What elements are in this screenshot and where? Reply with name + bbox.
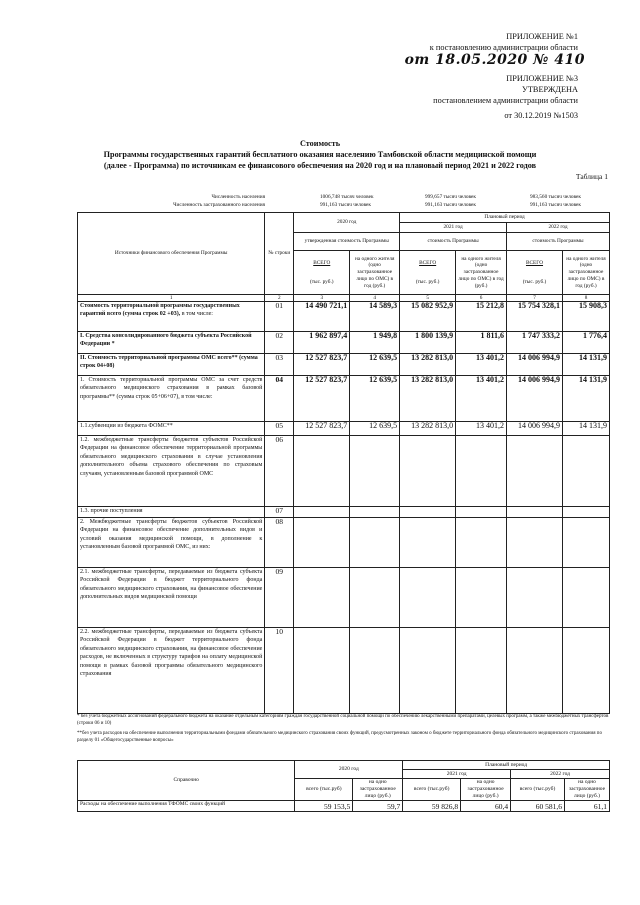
cell-value <box>562 568 609 628</box>
header-cost-2021: стоимость Программы <box>400 233 507 251</box>
header-unit-label: (тыс. руб.) <box>522 278 547 285</box>
header-per-capita-2022: на одного жителя (одно застрахованное лицо по ОМС) в год (руб.) <box>562 251 609 295</box>
ref-header-total: всего (тыс.руб) <box>295 779 353 801</box>
cell-value: 14 006 994,9 <box>507 422 563 436</box>
cell-value <box>400 507 456 518</box>
cell-value <box>562 628 609 714</box>
cell-value: 12 527 823,7 <box>294 376 350 422</box>
header-plan-period: Плановый период <box>400 213 610 223</box>
ref-header-total: всего (тыс.руб) <box>403 779 461 801</box>
column-index: 6 <box>456 295 507 302</box>
ref-header-plan: Плановый период <box>403 761 610 770</box>
cell-value <box>400 568 456 628</box>
cell-value <box>562 518 609 568</box>
header-total-label: ВСЕГО <box>313 259 331 266</box>
header-cost-2022: стоимость Программы <box>507 233 610 251</box>
table-row <box>78 628 610 714</box>
header-2021: 2021 год <box>400 223 507 233</box>
population-label: Численность населения <box>211 194 265 200</box>
header-unit-label: (тыс. руб.) <box>415 278 440 285</box>
column-index: 7 <box>507 295 563 302</box>
cell-value <box>507 507 563 518</box>
ref-header-label: Справочно <box>78 761 295 801</box>
cell-value <box>507 568 563 628</box>
ref-header-total: всего (тыс.руб) <box>511 779 565 801</box>
row-code: 06 <box>265 436 294 507</box>
decree-reference: к постановлению администрации области <box>429 43 578 52</box>
cell-value <box>400 518 456 568</box>
table-row <box>78 376 610 422</box>
cell-value: 1 776,4 <box>562 332 609 354</box>
ref-header-per: на одно застрахованное лицо (руб.) <box>461 779 511 801</box>
column-index: 3 <box>294 295 350 302</box>
population-2021: 999,657 тысяч человек <box>425 194 476 200</box>
cell-value: 13 401,2 <box>456 376 507 422</box>
table-row <box>78 507 610 518</box>
row-label: Стоимость территориальной программы государственных гарантий всего (сумма строк 02 +03), в том числе: <box>78 302 265 332</box>
cell-value: 59 153,5 <box>295 801 353 812</box>
row-code: 04 <box>265 376 294 422</box>
cell-value: 15 754 328,1 <box>507 302 563 332</box>
cell-value <box>350 628 400 714</box>
header-total-2021 <box>400 251 456 295</box>
row-code: 05 <box>265 422 294 436</box>
handwritten-date: от 18.05.2020 № 410 <box>404 52 585 68</box>
cell-value: 14 589,3 <box>350 302 400 332</box>
row-label: I. Средства консолидированного бюджета субъекта Российской Федерации * <box>78 332 265 354</box>
population-2020: 1006,748 тысяч человек <box>320 194 374 200</box>
row-code: 01 <box>265 302 294 332</box>
header-total-label: ВСЕГО <box>525 259 544 266</box>
table-row <box>78 518 610 568</box>
doc-title-line3: (далее - Программа) по источникам ее финансового обеспечения на 2020 год и на плановый период 2021 и 2022 годов <box>103 161 537 170</box>
ref-header-2022: 2022 год <box>511 770 610 779</box>
cell-value: 1 800 139,9 <box>400 332 456 354</box>
ref-header-2021: 2021 год <box>403 770 511 779</box>
header-per-capita-2020: на одного жителя (одно застрахованное лицо по ОМС) в год (руб.) <box>350 251 400 295</box>
cell-value <box>294 628 350 714</box>
cell-value: 13 282 813,0 <box>400 354 456 376</box>
reference-table <box>77 760 610 812</box>
cell-value: 61,1 <box>565 801 610 812</box>
cell-value <box>507 436 563 507</box>
row-label: 1.1.субвенции из бюджета ФОМС** <box>78 422 265 436</box>
approved-label: УТВЕРЖДЕНА <box>521 85 578 94</box>
doc-title: Стоимость <box>299 139 341 148</box>
cell-value <box>562 507 609 518</box>
insured-population-label: Численность застрахованного населения <box>173 202 265 208</box>
cost-table <box>77 212 610 714</box>
cell-value: 12 527 823,7 <box>294 422 350 436</box>
header-total-2020 <box>294 251 350 295</box>
cell-value <box>456 518 507 568</box>
cell-value <box>294 436 350 507</box>
cell-value <box>350 507 400 518</box>
cell-value: 13 401,2 <box>456 422 507 436</box>
column-index: 2 <box>265 295 294 302</box>
ref-header-per: на одно застрахованное лицо (руб.) <box>353 779 403 801</box>
row-label: 2.2. межбюджетные трансферты, передаваемые из бюджета субъекта Российской Федерации в бюджет территориального фонда обязательного медицинского страхования, на финансовое обеспечение расходов, не включенных в структуру тарифов на оплату медицинской помощи в рамках базовой программы обязательного медицинского страхования <box>78 628 265 714</box>
insured-2020: 991,163 тысяч человек <box>320 202 371 208</box>
cell-value: 1 962 897,4 <box>294 332 350 354</box>
table-number: Таблица 1 <box>575 172 608 181</box>
row-code: 03 <box>265 354 294 376</box>
header-approved-cost: утвержденная стоимость Программы <box>294 233 400 251</box>
cell-value <box>400 436 456 507</box>
table-row <box>78 302 610 332</box>
cell-value <box>456 568 507 628</box>
header-per-capita-2021: на одного жителя (одно застрахованное лицо по ОМС) в год (руб.) <box>456 251 507 295</box>
table-row <box>78 801 610 812</box>
cell-value: 14 131,9 <box>562 422 609 436</box>
cell-value: 60,4 <box>461 801 511 812</box>
column-index: 5 <box>400 295 456 302</box>
row-label: II. Стоимость территориальной программы ОМС всего** (сумма строк 04+08) <box>78 354 265 376</box>
cell-value <box>456 628 507 714</box>
cell-value: 12 527 823,7 <box>294 354 350 376</box>
ref-header-per: на одно застрахованное лицо (руб.) <box>565 779 610 801</box>
cell-value <box>562 436 609 507</box>
header-source: Источники финансового обеспечения Программы <box>78 213 265 295</box>
cell-value <box>350 436 400 507</box>
cell-value: 1 811,6 <box>456 332 507 354</box>
column-index: 8 <box>562 295 609 302</box>
cell-value <box>294 568 350 628</box>
table-row <box>78 422 610 436</box>
row-label: 1.2. межбюджетные трансферты бюджетов субъектов Российской Федерации на финансовое обеспечение территориальной программы обязательного медицинского страхования в случае установления дополнительного объема страхового обеспечения по страховым случаям, установленным базовой программой ОМС <box>78 436 265 507</box>
row-label: 1. Стоимость территориальной программы ОМС за счет средств обязательного медицинского страхования в рамках базовой программы** (сумма строк 05+06+07), в том числе: <box>78 376 265 422</box>
ref-header-2020: 2020 год <box>295 761 403 779</box>
cell-value: 13 401,2 <box>456 354 507 376</box>
column-index: 1 <box>78 295 265 302</box>
table-row <box>78 332 610 354</box>
row-code: 02 <box>265 332 294 354</box>
header-unit-label: (тыс. руб.) <box>309 278 334 285</box>
appendix1-label: ПРИЛОЖЕНИЕ №1 <box>506 32 578 41</box>
header-2022: 2022 год <box>507 223 610 233</box>
doc-title-line2: Программы государственных гарантий бесплатного оказания населению Тамбовской области медицинской помощи <box>103 150 537 159</box>
cell-value <box>456 436 507 507</box>
cell-value <box>507 518 563 568</box>
header-2020: 2020 год <box>294 213 400 233</box>
cell-value: 14 490 721,1 <box>294 302 350 332</box>
cell-value: 60 581,6 <box>511 801 565 812</box>
cell-value: 15 212,8 <box>456 302 507 332</box>
appendix3-label: ПРИЛОЖЕНИЕ №3 <box>506 74 578 83</box>
cell-value: 13 282 813,0 <box>400 422 456 436</box>
header-total-2022 <box>507 251 563 295</box>
row-code: 08 <box>265 518 294 568</box>
cell-value <box>350 518 400 568</box>
cell-value <box>294 507 350 518</box>
cell-value: 15 082 952,9 <box>400 302 456 332</box>
row-code: 09 <box>265 568 294 628</box>
insured-2021: 991,163 тысяч человек <box>425 202 476 208</box>
cell-value <box>507 628 563 714</box>
footnote-1: * без учета бюджетных ассигнований федерального бюджета на оказание отдельным категориям граждан государственной социальной помощи по обеспечению лекарственными препаратами, целевых программ, а также межбюджетных трансфертов (строки 06 и 10) <box>77 714 609 726</box>
cell-value: 14 131,9 <box>562 376 609 422</box>
cell-value: 1 949,8 <box>350 332 400 354</box>
header-total-label: ВСЕГО <box>419 259 437 266</box>
insured-2022: 991,163 тысяч человек <box>530 202 581 208</box>
row-label: 2. Межбюджетные трансферты бюджетов субъектов Российской Федерации на финансовое обеспечение дополнительных видов и условий оказания медицинской помощи, в дополнение к установленным базовой программой ОМС, из них: <box>78 518 265 568</box>
table-row <box>78 436 610 507</box>
cell-value <box>456 507 507 518</box>
ref-row-label: Расходы на обеспечение выполнения ТФОМС своих функций <box>78 801 295 812</box>
cell-value <box>350 568 400 628</box>
cell-value: 12 639,5 <box>350 354 400 376</box>
row-code: 07 <box>265 507 294 518</box>
cell-value <box>400 628 456 714</box>
row-code: 10 <box>265 628 294 714</box>
row-label: 2.1. межбюджетные трансферты, передаваемые из бюджета субъекта Российской Федерации в бюджет территориального фонда обязательного медицинского страхования, на финансовое обеспечение дополнительных видов медицинской помощи <box>78 568 265 628</box>
cell-value: 14 006 994,9 <box>507 376 563 422</box>
row-label: 1.3. прочие поступления <box>78 507 265 518</box>
cell-value: 59 826,8 <box>403 801 461 812</box>
cell-value: 59,7 <box>353 801 403 812</box>
header-row-number: № строки <box>265 213 294 295</box>
table-row <box>78 354 610 376</box>
population-2022: 983,560 тысяч человек <box>530 194 581 200</box>
cell-value: 14 006 994,9 <box>507 354 563 376</box>
cell-value: 15 908,3 <box>562 302 609 332</box>
cell-value <box>294 518 350 568</box>
cell-value: 14 131,9 <box>562 354 609 376</box>
decree2-label: постановлением администрации области <box>433 96 578 105</box>
column-index: 4 <box>350 295 400 302</box>
cell-value: 1 747 333,2 <box>507 332 563 354</box>
footnote-2: **без учета расходов на обеспечение выполнения территориальными фондами обязательного медицинского страхования своих функций, предусмотренных законом о бюджете территориального фонда обязательного медицинского страхования по разделу 01 «Общегосударственные вопросы» <box>77 731 602 743</box>
table-row <box>78 568 610 628</box>
decree2-date: от 30.12.2019 №1503 <box>504 111 578 120</box>
cell-value: 12 639,5 <box>350 422 400 436</box>
cell-value: 13 282 813,0 <box>400 376 456 422</box>
cell-value: 12 639,5 <box>350 376 400 422</box>
